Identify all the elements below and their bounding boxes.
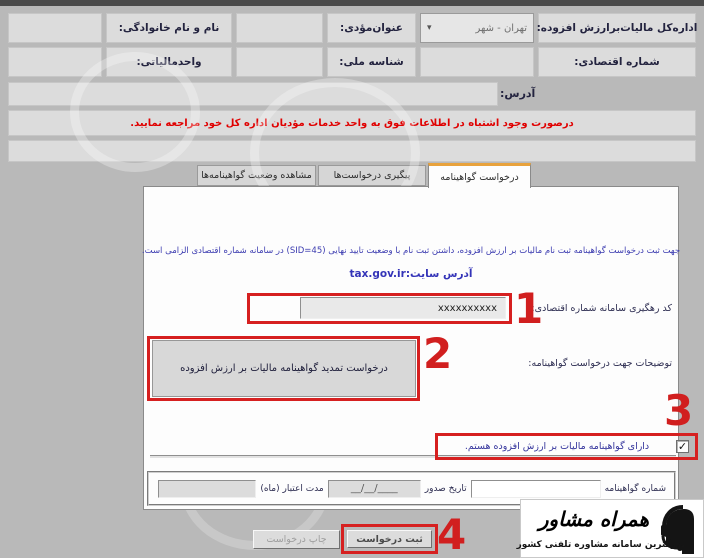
annotation-number-2: 2	[423, 329, 453, 378]
address-label: آدرس:	[500, 87, 536, 100]
issue-date-label: تاریخ صدور	[424, 483, 467, 494]
fullname-field	[8, 13, 102, 43]
annotation-number-4: 4	[437, 510, 467, 558]
national-id-field	[236, 47, 323, 77]
address-field	[8, 82, 498, 106]
error-notice-text: درصورت وجود اشتباه در اطلاعات فوق به واحد خدمات مؤدیان اداره کل خود مراجعه نمایید.	[130, 117, 574, 129]
site-address-note: آدرس سایت:tax.gov.ir	[349, 268, 473, 280]
tab-view-certificates-status[interactable]: مشاهده وضعیت گواهینامه‌ها	[197, 165, 316, 186]
tracking-code-input[interactable]	[300, 297, 506, 319]
logo-subtitle: بزرگترین سامانه مشاوره تلفنی کشور	[516, 540, 685, 550]
checkmark-icon: ✓	[677, 440, 688, 453]
submit-request-button[interactable]: ثبت درخواست	[347, 530, 432, 548]
fullname-label	[106, 13, 232, 43]
chevron-down-icon: ▾	[427, 23, 432, 33]
requirement-note: جهت ثبت درخواست گواهینامه ثبت نام مالیات بر ارزش افزوده، داشتن ثبت نام با وضعیت تایید نهایی (SID=45) در سامانه شماره اقتصادی الزامی است.	[141, 246, 681, 256]
tab-certificate-request[interactable]: درخواست گواهینامه	[428, 163, 531, 188]
description-textarea[interactable]: درخواست تمدید گواهینامه مالیات بر ارزش افزوده	[152, 340, 416, 397]
economic-number-label-text: شماره اقتصادی:	[574, 56, 660, 68]
has-certificate-checkbox[interactable]	[676, 440, 689, 453]
has-certificate-label: دارای گواهینامه مالیات بر ارزش افزوده هستم.	[464, 441, 650, 452]
national-id-label-text: شناسه ملی:	[339, 56, 404, 68]
taxpayer-title-label	[327, 13, 416, 43]
validity-months-label: مدت اعتبار (ماه)	[260, 483, 324, 494]
tab-track-requests[interactable]: پیگیری درخواست‌ها	[318, 165, 426, 186]
tax-office-label-text: اداره‌کل مالیات‌برارزش افزوده:	[536, 22, 698, 34]
certificate-number-input[interactable]	[471, 480, 601, 498]
empty-info-bar	[8, 140, 696, 162]
annotation-box-step4	[341, 524, 438, 554]
tax-unit-field	[8, 47, 102, 77]
tax-office-label	[538, 13, 696, 43]
validity-months-input[interactable]	[158, 480, 256, 498]
tax-office-dropdown[interactable]	[420, 13, 534, 43]
tax-office-dropdown-value: تهران - شهر	[475, 22, 527, 34]
print-request-button[interactable]: چاپ درخواست	[253, 530, 340, 549]
error-notice-bar	[8, 110, 696, 136]
taxpayer-title-label-text: عنوان‌مؤدی:	[340, 22, 403, 34]
tax-unit-label-text: واحدمالیاتی:	[136, 56, 202, 68]
annotation-number-3: 3	[664, 386, 694, 435]
annotation-box-step3	[435, 433, 698, 460]
window-top-bar	[0, 0, 704, 6]
description-label: توضیحات جهت درخواست گواهینامه:	[528, 358, 672, 369]
issue-date-input[interactable]	[328, 480, 421, 498]
certificate-number-label: شماره گواهینامه	[604, 483, 666, 494]
tracking-code-label: کد رهگیری سامانه شماره اقتصادی:	[531, 303, 672, 314]
taxpayer-title-field	[236, 13, 323, 43]
logo-title: همراه مشاور	[538, 507, 649, 531]
fullname-label-text: نام و نام خانوادگی:	[118, 22, 220, 34]
economic-number-field	[420, 47, 534, 77]
economic-number-label	[538, 47, 696, 77]
brand-logo	[516, 499, 704, 558]
national-id-label	[327, 47, 416, 77]
annotation-number-1: 1	[514, 284, 544, 333]
tax-unit-label	[106, 47, 232, 77]
